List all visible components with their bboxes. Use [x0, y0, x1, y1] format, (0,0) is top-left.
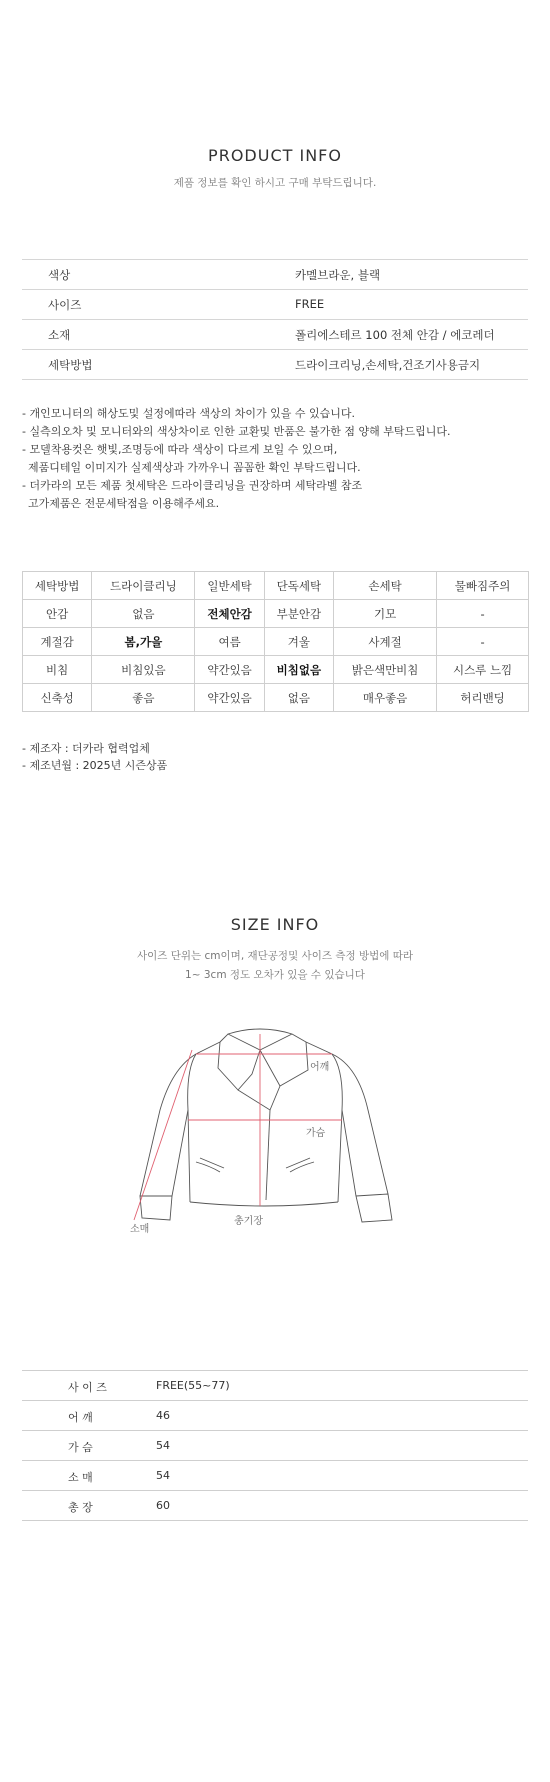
- size-label: 가 슴: [68, 1441, 93, 1454]
- size-value: 54: [156, 1439, 170, 1452]
- care-header-cell: 드라이클리닝: [92, 572, 195, 600]
- care-cell: 약간있음: [195, 656, 264, 684]
- size-row-size: [22, 1371, 528, 1401]
- manufacturer-text: - 제조자 : 더카라 협력업체: [22, 742, 150, 755]
- jacket-sketch: [140, 1029, 392, 1222]
- notice-item: 고가제품은 전문세탁점을 이용해주세요.: [28, 497, 220, 510]
- care-cell: 비침있음: [92, 656, 195, 684]
- care-row-sheer: [23, 656, 529, 684]
- size-info-subtitle-1: 사이즈 단위는 cm이며, 재단공정및 사이즈 측정 방법에 따라: [137, 950, 413, 962]
- care-cell: 겨울: [264, 628, 333, 656]
- info-value: FREE: [295, 297, 325, 311]
- notice-item: 제품디테일 이미지가 실제색상과 가까우니 꼼꼼한 확인 부탁드립니다.: [28, 461, 361, 474]
- size-table: [22, 1370, 528, 1521]
- care-cell: 좋음: [92, 684, 195, 712]
- care-header-cell: 단독세탁: [264, 572, 333, 600]
- care-header-cell: 물빠짐주의: [437, 572, 529, 600]
- care-header-cell: 일반세탁: [195, 572, 264, 600]
- care-cell: 여름: [195, 628, 264, 656]
- size-row-shoulder: [22, 1401, 528, 1431]
- care-row-label: 계절감: [23, 628, 92, 656]
- info-label: 세탁방법: [48, 358, 93, 372]
- size-row-length: [22, 1491, 528, 1521]
- care-cell: 전체안감: [195, 600, 264, 628]
- care-row-stretch: [23, 684, 529, 712]
- length-label: 총기장: [234, 1216, 263, 1227]
- care-cell: 비침없음: [264, 656, 333, 684]
- size-value: FREE(55~77): [156, 1379, 230, 1392]
- info-value: 폴리에스테르 100 전체 안감 / 에코레더: [295, 328, 495, 342]
- info-row-size: [22, 290, 528, 320]
- size-info-subtitle-2: 1~ 3cm 정도 오차가 있을 수 있습니다: [185, 969, 365, 981]
- info-label: 사이즈: [48, 298, 82, 312]
- size-info-title: SIZE INFO: [230, 915, 320, 934]
- chest-label: 가슴: [306, 1128, 326, 1139]
- care-header-row: [23, 572, 529, 600]
- care-cell: -: [437, 600, 529, 628]
- notice-item: - 모델착용컷은 햇빛,조명등에 따라 색상이 다르게 보일 수 있으며,: [22, 443, 338, 456]
- info-value: 카멜브라운, 블랙: [295, 268, 381, 282]
- info-row-wash: [22, 350, 528, 380]
- size-row-sleeve: [22, 1461, 528, 1491]
- care-header-cell: 손세탁: [334, 572, 437, 600]
- info-label: 색상: [48, 268, 71, 282]
- care-row-label: 신축성: [23, 684, 92, 712]
- size-label: 어 깨: [68, 1411, 93, 1424]
- size-label: 총 장: [68, 1501, 93, 1514]
- size-label: 사 이 즈: [68, 1381, 107, 1394]
- care-header-cell: 세탁방법: [23, 572, 92, 600]
- care-row-label: 안감: [23, 600, 92, 628]
- care-cell: 사계절: [334, 628, 437, 656]
- notice-item: - 개인모니터의 해상도및 설정에따라 색상의 차이가 있을 수 있습니다.: [22, 407, 355, 420]
- info-label: 소재: [48, 328, 71, 342]
- notice-list: [22, 405, 532, 513]
- care-row-label: 비침: [23, 656, 92, 684]
- size-label: 소 매: [68, 1471, 93, 1484]
- notice-item: - 더카라의 모든 제품 첫세탁은 드라이클리닝을 권장하며 세탁라벨 참조: [22, 479, 363, 492]
- product-info-title: PRODUCT INFO: [208, 146, 342, 165]
- size-value: 60: [156, 1499, 170, 1512]
- care-cell: 약간있음: [195, 684, 264, 712]
- info-value: 드라이크리닝,손세탁,건조기사용금지: [295, 358, 481, 372]
- maker-info: [22, 740, 167, 774]
- product-info-table: [22, 259, 528, 380]
- shoulder-label: 어깨: [310, 1062, 330, 1073]
- care-cell: 없음: [264, 684, 333, 712]
- care-cell: 시스루 느낌: [437, 656, 529, 684]
- care-cell: 밝은색만비침: [334, 656, 437, 684]
- care-table: [22, 571, 529, 712]
- care-cell: 봄,가을: [92, 628, 195, 656]
- size-value: 54: [156, 1469, 170, 1482]
- care-cell: 매우좋음: [334, 684, 437, 712]
- care-cell: -: [437, 628, 529, 656]
- care-row-lining: [23, 600, 529, 628]
- manufacture-date-text: - 제조년월 : 2025년 시즌상품: [22, 759, 168, 772]
- care-cell: 부분안감: [264, 600, 333, 628]
- notice-item: - 실측의오차 및 모니터와의 색상차이로 인한 교환및 반품은 불가한 점 양해 부탁드립니다.: [22, 425, 451, 438]
- size-value: 46: [156, 1409, 170, 1422]
- size-row-chest: [22, 1431, 528, 1461]
- product-info-subtitle: 제품 정보를 확인 하시고 구매 부탁드립니다.: [173, 177, 377, 189]
- care-cell: 없음: [92, 600, 195, 628]
- sleeve-label: 소매: [130, 1224, 150, 1235]
- care-row-season: [23, 628, 529, 656]
- care-cell: 기모: [334, 600, 437, 628]
- info-row-color: [22, 260, 528, 290]
- care-cell: 허리밴딩: [437, 684, 529, 712]
- jacket-size-diagram: [120, 1010, 420, 1240]
- info-row-material: [22, 320, 528, 350]
